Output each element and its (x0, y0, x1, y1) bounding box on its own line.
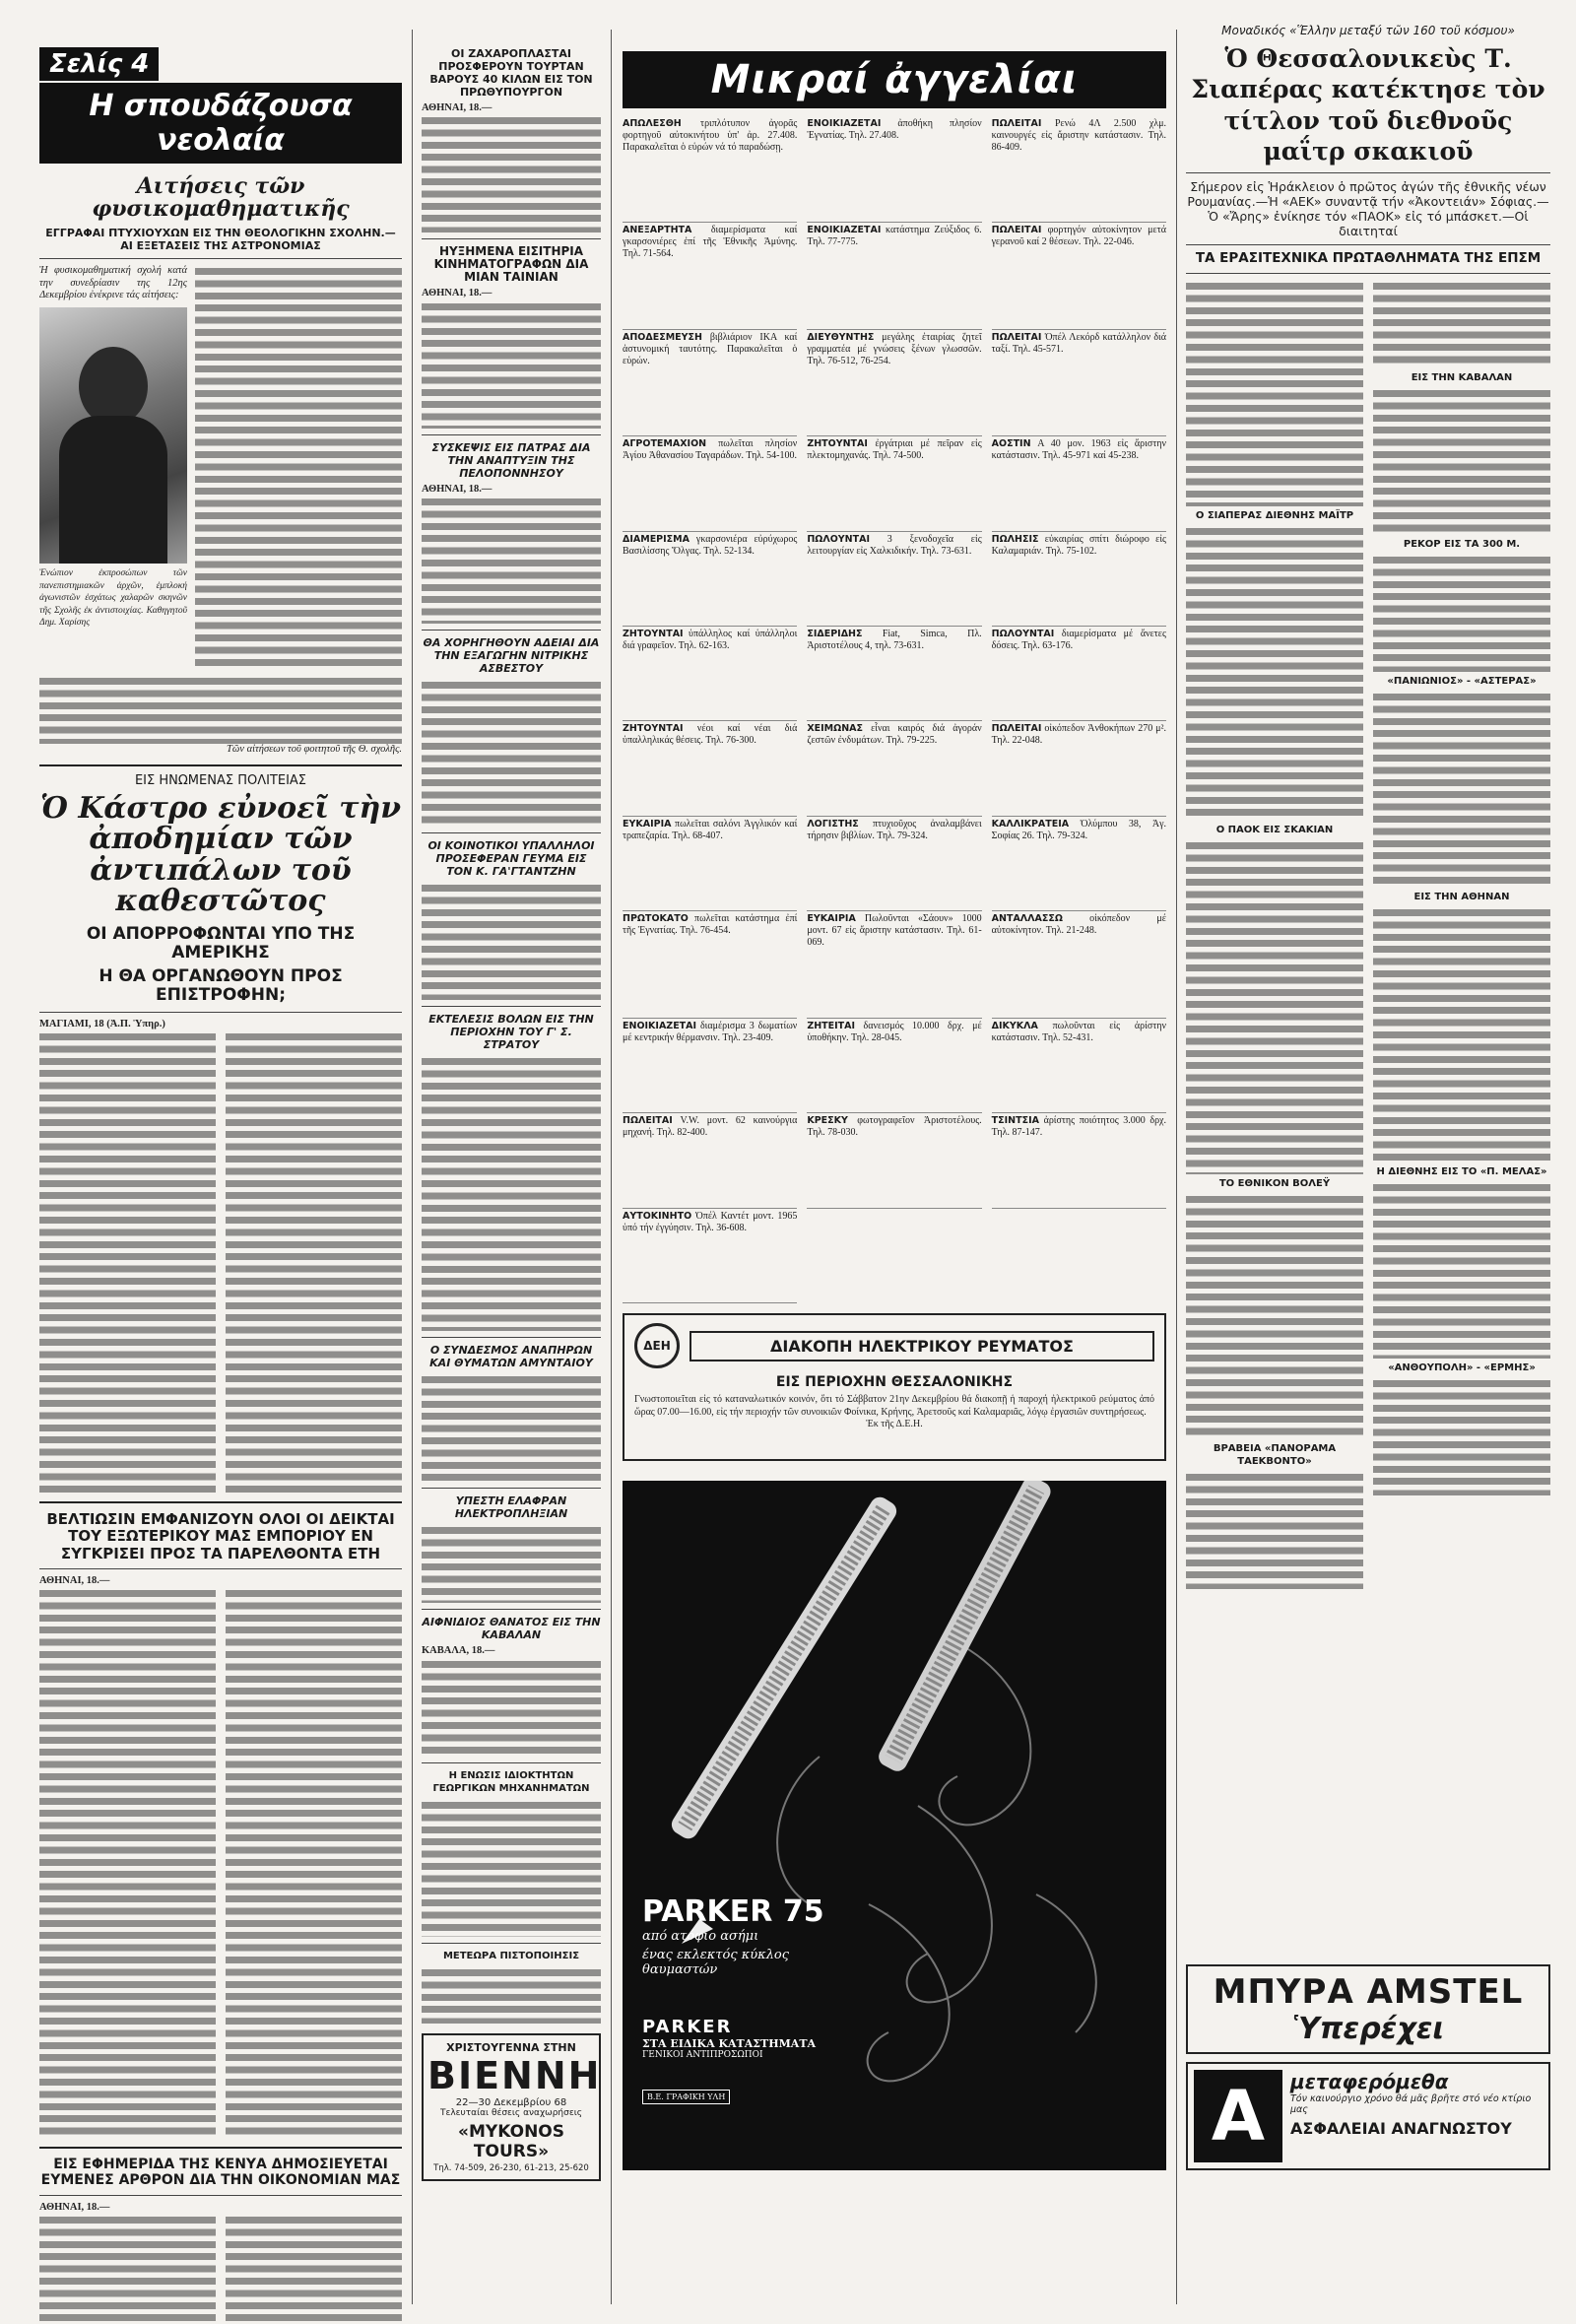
classified-ad (992, 116, 1166, 223)
classified-ad-text: ἀρίστης ποιότητος 3.000 δρχ. Τηλ. 87-147. (991, 1115, 1166, 1139)
classified-ad-text: δανεισμός 10.000 δρχ. μέ ὑποθήκην. Τηλ. 28-045. (807, 1020, 982, 1043)
column-5 (1186, 0, 1550, 2324)
classified-ad (992, 436, 1166, 531)
classified-ad (992, 330, 1166, 436)
brief-headline: Ο ΣΥΝΔΕΣΜΟΣ ΑΝΑΠΗΡΩΝ ΚΑΙ ΘΥΜΑΤΩΝ ΑΜΥΝΤΑΙΟΥ (429, 1344, 593, 1370)
classified-ad-title: ΠΩΛΕΙΤΑΙ (991, 118, 1042, 129)
classified-ad (623, 532, 797, 627)
classifieds-banner: Μικραί ἀγγελίαι (623, 51, 1166, 108)
classified-ad-text: γκαρσονιέρα εὐρύχωρος Βασιλίσσης Ὄλγας. Τηλ. 52-134. (623, 533, 798, 557)
ad-vienna-phones: Τηλ. 74-509, 26-230, 61-213, 25-620 (433, 2162, 589, 2173)
classified-ad (807, 1019, 981, 1113)
classified-ad (623, 1019, 797, 1113)
classified-ad-text: ἀποθήκη πλησίον Ἐγνατίας. Τηλ. 27.408. (807, 118, 982, 141)
classified-ad-text: τριπλότυπον ἀγορᾶς φορτηγοῦ αὐτοκινήτου ὑπ' ἀρ. 27.408. Παρακαλεῖται ὁ εὑρών νά τό παραδώσῃ. (623, 118, 798, 153)
classified-ad-text: πωλεῖται κατάστημα ἐπί τῆς Ἐγνατίας. Τηλ. 76-454. (623, 913, 798, 937)
article-subhead: Η ΘΑ ΟΡΓΑΝΩΘΟΥΝ ΠΡΟΣ ΕΠΙΣΤΡΟΦΗΝ; (98, 965, 343, 1006)
classified-ad (623, 330, 797, 436)
article-headline: Ὁ Κάστρο εὐνοεῖ τὴν ἀποδημίαν τῶν ἀντιπάλων τοῦ καθεστῶτος (39, 790, 402, 919)
classified-ad (807, 721, 981, 816)
sports-section-head: Η ΔΙΕΘΝΗΣ ΕΙΣ ΤΟ «Π. ΜΕΛΑΣ» (1376, 1165, 1547, 1177)
article-trade (39, 1511, 402, 2139)
notice-title: ΔΙΑΚΟΠΗ ΗΛΕΚΤΡΙΚΟΥ ΡΕΥΜΑΤΟΣ (690, 1331, 1154, 1361)
parker-shops: ΣΤΑ ΕΙΔΙΚΑ ΚΑΤΑΣΤΗΜΑΤΑ (642, 2037, 817, 2050)
classified-ad (992, 223, 1166, 329)
sports-kicker: Μοναδικός «Ἕλλην μεταξύ τῶν 160 τοῦ κόσμου» (1221, 24, 1515, 37)
dateline: ΑΘΗΝΑΙ, 18.— (39, 1574, 110, 1586)
ad-vienna-note: Τελευταίαι θέσεις αναχωρήσεις (439, 2107, 583, 2118)
ad-vienna-city: ΒΙΕΝΝΗ (427, 2053, 601, 2097)
portrait-photo (39, 307, 187, 564)
article-subhead: ΕΓΓΡΑΦΑΙ ΠΤΥΧΙΟΥΧΩΝ ΕΙΣ ΤΗΝ ΘΕΟΛΟΓΙΚΗΝ ΣΧΟΛΗΝ.— ΑΙ ΕΞΕΤΑΣΕΙΣ ΤΗΣ ΑΣΤΡΟΝΟΜΙΑΣ (45, 227, 396, 253)
ad-anagnostou (1186, 2062, 1550, 2170)
sports-section-head: ΒΡΑΒΕΙΑ «ΠΑΝΟΡΑΜΑ ΤΑΕΚΒΟΝΤΟ» (1213, 1442, 1337, 1467)
dateline: ΑΘΗΝΑΙ, 18.— (39, 2201, 110, 2213)
classified-ad-title: ΖΗΤΟΥΝΤΑΙ (623, 723, 684, 735)
classified-ad-text: Ὀπέλ Καντέτ μοντ. 1965 ὑπό τήν ἐγγύησιν. Τηλ. 36-608. (623, 1210, 798, 1233)
classified-ad-text: εἶναι καιρός διά ἀγοράν ζεστῶν ἐνδυμάτων. Τηλ. 79-225. (807, 723, 982, 747)
article-lede: Ἡ φυσικομαθηματική σχολή κατά την συνεδρίασιν της 12ης Δεκεμβρίου ἐνέκρινε τάς αἰτήσεις: (39, 265, 187, 300)
article-castro (39, 774, 402, 1494)
sports-headline: Ὁ Θεσσαλονικεὺς Τ. Σιαπέρας κατέκτησε τὸν τίτλον τοῦ διεθνοῦς μαΐτρ σκακιοῦ (1191, 44, 1545, 166)
classified-ad (623, 223, 797, 329)
classified-ad-title: ΠΩΛΕΙΤΑΙ (991, 331, 1042, 343)
classified-ad (623, 436, 797, 531)
brief-nitrate (422, 636, 601, 827)
brief-headline: ΜΕΤΕΩΡΑ ΠΙΣΤΟΠΟΙΗΣΙΣ (442, 1950, 580, 1961)
ad-vienna-agency: «MYKONOS TOURS» (458, 2121, 564, 2161)
classified-ad-text: Ὀλύμπου 38, Ἀγ. Σοφίας 26. Τηλ. 79-324. (991, 818, 1166, 841)
classified-ad-title: ΑΟΣΤΙΝ (991, 438, 1031, 450)
classified-ad-title: ΑΝΕΞΑΡΤΗΤΑ (623, 225, 692, 236)
parker-footnote: Β.Ε. ΓΡΑΦΙΚΗ ΥΛΗ (642, 2090, 730, 2104)
classified-ad-title: ΠΩΛΕΙΤΑΙ (991, 723, 1042, 735)
classified-ad-title: ΠΩΛΟΥΝΤΑΙ (807, 533, 870, 545)
photo-caption: Ἐνώπιον ἐκπροσώπων τῶν πανεπιστημιακῶν ἀρχῶν, ἐμπλοκή ἀγωνιστῶν ἐσχάτως χαλαρῶν σκηνῶν τῆς Σχολῆς ἐκ ἀντιστοιχίας. Καθηγητοῦ Δημ. Χαρίσης (39, 568, 187, 629)
brief-cinema (422, 245, 601, 428)
page-masthead (39, 47, 402, 164)
classified-ad-text: V.W. μοντ. 62 καινούργια μηχανή. Τηλ. 82-400. (623, 1115, 798, 1139)
dateline: ΑΘΗΝΑΙ, 18.— (422, 483, 492, 495)
classified-ad (992, 817, 1166, 911)
classified-ad-title: ΖΗΤΟΥΝΤΑΙ (807, 438, 868, 450)
article-headline: ΕΙΣ ΕΦΗΜΕΡΙΔΑ ΤΗΣ ΚΕΝΥΑ ΔΗΜΟΣΙΕΥΕΤΑΙ ΕΥΜΕΝΕΣ ΑΡΘΡΟΝ ΔΙΑ ΤΗΝ ΟΙΚΟΝΟΜΙΑΝ ΜΑΣ (40, 2157, 401, 2189)
classified-ad-text: 3 ξενοδοχεῖα εἰς λειτουργίαν εἰς Χαλκιδικήν. Τηλ. 73-631. (807, 533, 982, 557)
parker-tagline-2: ένας εκλεκτός κύκλος θαυμαστών (642, 1948, 790, 1977)
classified-ad-title: ΧΕΙΜΩΝΑΣ (807, 723, 863, 735)
section-banner: Η σπουδάζουσα νεολαία (39, 83, 402, 164)
classified-ad (807, 911, 981, 1018)
ad-vienna-dates: 22—30 Δεκεμβρίου 68 (455, 2096, 567, 2108)
classified-ad-text: πωλοῦνται εἰς ἀρίστην κατάστασιν. Τηλ. 52-431. (991, 1020, 1166, 1043)
brief-meteora (422, 1950, 601, 2024)
sports-section-head: ΕΙΣ ΤΗΝ ΚΑΒΑΛΑΝ (1411, 371, 1513, 383)
notice-subtitle: ΕΙΣ ΠΕΡΙΟΧΗΝ ΘΕΣΣΑΛΟΝΙΚΗΣ (775, 1374, 1014, 1390)
brief-patras (422, 441, 601, 624)
dateline: ΑΘΗΝΑΙ, 18.— (422, 288, 492, 299)
classified-ad-title: ΑΓΡΟΤΕΜΑΧΙΟΝ (623, 438, 707, 450)
article-headline: Αιτήσεις τῶν φυσικομαθηματικῆς (92, 173, 350, 223)
parker-distributor: ΓΕΝΙΚΟΙ ΑΝΤΙΠΡΟΣΩΠΟΙ (642, 2050, 763, 2060)
sports-section-head: Ο ΠΑΟΚ ΕΙΣ ΣΚΑΚΙΑΝ (1215, 824, 1334, 835)
brief-headline: ΘΑ ΧΟΡΗΓΗΘΟΥΝ ΑΔΕΙΑΙ ΔΙΑ ΤΗΝ ΕΞΑΓΩΓΗΝ ΝΙΤΡΙΚΗΣ ΑΣΒΕΣΤΟΥ (423, 636, 600, 676)
brief-death (422, 1616, 601, 1756)
brief-headline: Η ΕΝΩΣΙΣ ΙΔΙΟΚΤΗΤΩΝ ΓΕΩΡΓΙΚΩΝ ΜΗΧΑΝΗΜΑΤΩΝ (432, 1769, 590, 1794)
article-subhead: ΟΙ ΑΠΟΡΡΟΦΩΝΤΑΙ ΥΠΟ ΤΗΣ ΑΜΕΡΙΚΗΣ (86, 923, 356, 963)
sports-section-head: ΤΟ ΕΘΝΙΚΟΝ ΒΟΛΕΫ (1218, 1177, 1331, 1189)
ad-vienna-line1: ΧΡΙΣΤΟΥΓΕΝΝΑ ΣΤΗΝ (446, 2040, 576, 2054)
classified-ad-text: Ὀπέλ Λεκόρδ κατάλληλον διά ταξί. Τηλ. 45-571. (991, 331, 1166, 355)
brief-machinery (422, 1769, 601, 1937)
sports-section-head: Ο ΣΙΑΠΕΡΑΣ ΔΙΕΘΝΗΣ ΜΑΪΤΡ (1195, 509, 1354, 521)
classified-ad (623, 721, 797, 816)
classified-ad-title: ΔΙΕΥΘΥΝΤΗΣ (807, 331, 875, 343)
classified-ad-text: νέοι καί νέαι διά ὑπαλληλικάς θέσεις. Τηλ. 76-300. (623, 723, 798, 747)
classified-ad-text: Ρενώ 4Λ 2.500 χλμ. καινουργές εἰς ἄριστην κατάστασιν. Τηλ. 86-409. (991, 118, 1166, 153)
classified-ad-title: ΠΩΛΕΙΤΑΙ (623, 1115, 673, 1127)
ad-vienna (422, 2033, 601, 2181)
classified-ad (807, 330, 981, 436)
classified-ad-title: ΛΟΓΙΣΤΗΣ (807, 818, 859, 830)
article-physmath (39, 175, 402, 757)
classified-ad-title: ΑΠΟΔΕΣΜΕΥΣΗ (623, 331, 702, 343)
sports-section-head: «ΑΝΘΟΥΠΟΛΗ» - «ΕΡΜΗΣ» (1388, 1361, 1536, 1373)
classified-ad-title: ΕΝΟΙΚΙΑΖΕΤΑΙ (807, 118, 882, 129)
dateline: ΑΘΗΝΑΙ, 18.— (422, 102, 492, 113)
classified-ad-title: ΠΡΩΤΟΚΑΤΟ (623, 913, 689, 925)
classified-ad (992, 1113, 1166, 1208)
brief-firing (422, 1013, 601, 1331)
classified-ad-title: ΔΙΚΥΚΛΑ (991, 1020, 1038, 1031)
classified-ad-title: ΚΑΛΛΙΚΡΑΤΕΙΑ (991, 818, 1070, 830)
brief-cake (422, 47, 601, 232)
brief-disabled (422, 1344, 601, 1482)
classified-ad-title: ΠΩΛΟΥΝΤΑΙ (991, 629, 1055, 640)
classified-ad-title: ΠΩΛΕΙΤΑΙ (991, 225, 1042, 236)
parker-tagline-1: από ατόφιο ασήμι (642, 1929, 759, 1944)
classified-ad-text: κατάστημα Ζεύξιδος 6. Τηλ. 77-775. (807, 225, 982, 248)
classified-ad (623, 1113, 797, 1208)
classified-ad-text: διαμερίσματα καί γκαρσονιέρες ἐπί τῆς Ἐθνικῆς Ἀμύνης. Τηλ. 71-564. (623, 225, 798, 260)
classified-ad (992, 1019, 1166, 1113)
classified-ad (807, 532, 981, 627)
ad-anagnostou-line3: ΑΣΦΑΛΕΙΑΙ ΑΝΑΓΝΩΣΤΟΥ (1290, 2118, 1512, 2138)
parker-logo: PARKER (642, 2017, 733, 2037)
parker-brand: PARKER 75 (642, 1894, 824, 1929)
classified-ad-text: φορτηγόν αὐτοκίνητον μετά γερανοῦ καί 2 θέσεων. Τηλ. 22-046. (991, 225, 1166, 248)
classified-ad-title: ΑΠΩΛΕΣΘΗ (623, 118, 682, 129)
dei-logo-icon: ΔΕΗ (634, 1323, 680, 1368)
anagnostou-logo-icon: A (1194, 2070, 1282, 2162)
classified-ad-text: εὐκαιρίας σπίτι διώροφο εἰς Καλαμαριάν. Τηλ. 75-102. (991, 533, 1166, 557)
classified-ad-title: ΖΗΤΕΙΤΑΙ (807, 1020, 856, 1031)
notice-power-cut (623, 1313, 1166, 1461)
classified-ad-text: οἰκόπεδον Ἀνθοκήπων 270 μ². Τηλ. 22-048. (991, 723, 1166, 747)
ad-anagnostou-line2: Τόν καινούργιο χρόνο θά μᾶς βρῆτε στό νέο κτίριο μας (1290, 2092, 1532, 2115)
brief-headline: ΟΙ ΖΑΧΑΡΟΠΛΑΣΤΑΙ ΠΡΟΣΦΕΡΟΥΝ ΤΟΥΡΤΑΝ ΒΑΡΟΥΣ 40 ΚΙΛΩΝ ΕΙΣ ΤΟΝ ΠΡΩΘΥΠΟΥΡΓΟΝ (429, 47, 593, 99)
sports-section-head: «ΠΑΝΙΩΝΙΟΣ» - «ΑΣΤΕΡΑΣ» (1387, 675, 1537, 687)
classified-ad (992, 911, 1166, 1018)
classified-ad (807, 817, 981, 911)
brief-electric (422, 1494, 601, 1603)
article-kenya (39, 2157, 402, 2324)
notice-footer: Ἐκ τῆς Δ.Ε.Η. (866, 1418, 923, 1429)
sports-subhead: ΤΑ ΕΡΑΣΙΤΕΧΝΙΚΑ ΠΡΩΤΑΘΛΗΜΑΤΑ ΤΗΣ ΕΠΣΜ (1195, 250, 1542, 266)
ad-amstel-line2: Ὑπερέχει (1291, 2011, 1445, 2046)
brief-headline: ΣΥΣΚΕΨΙΣ ΕΙΣ ΠΑΤΡΑΣ ΔΙΑ ΤΗΝ ΑΝΑΠΤΥΞΙΝ ΤΗΣ ΠΕΛΟΠΟΝΝΗΣΟΥ (431, 440, 591, 480)
classified-ad (623, 627, 797, 721)
classified-ad (807, 627, 981, 721)
classified-ad-text: Πωλοῦνται «Σάουν» 1000 μοντ. 67 εἰς ἄριστην κατάστασιν. Τηλ. 61-069. (807, 913, 982, 949)
brief-headline: ΕΚΤΕΛΕΣΙΣ ΒΟΛΩΝ ΕΙΣ ΤΗΝ ΠΕΡΙΟΧΗΝ ΤΟΥ Γ' Σ. ΣΤΡΑΤΟΥ (428, 1013, 594, 1052)
notice-body: Γνωστοποιεῖται εἰς τό καταναλωτικόν κοινόν, ὅτι τό Σάββατον 21ην Δεκεμβρίου θά διακοπῇ ἡ παροχή ἠλεκτρικοῦ ρεύματος ἀπό ὥρας 07.00—16.00, εἰς τήν περιοχήν τῶν συνοικιῶν Φοίνικα, Κρήνης, Ἀρετσοῦς καί Καλαμαριᾶς, λόγῳ ἐργασιῶν συντηρήσεως. (634, 1394, 1154, 1418)
classified-ad-text: πτυχιοῦχος ἀναλαμβάνει τήρησιν βιβλίων. Τηλ. 79-324. (807, 818, 982, 841)
classified-ad-title: ΤΣΙΝΤΣΙΑ (991, 1115, 1039, 1127)
classified-ad-text: πωλεῖται πλησίον Ἀγίου Ἀθανασίου Ταγαράδων. Τηλ. 54-100. (623, 438, 798, 462)
classified-ad-text: διαμερίσματα μέ ἄνετες δόσεις. Τηλ. 63-176. (991, 629, 1166, 652)
classified-ad-title: ΕΝΟΙΚΙΑΖΕΤΑΙ (807, 225, 882, 236)
sports-section-head: ΡΕΚΟΡ ΕΙΣ ΤΑ 300 Μ. (1403, 538, 1521, 550)
classified-ad-title: ΑΥΤΟΚΙΝΗΤΟ (623, 1210, 692, 1222)
classified-ad (623, 116, 797, 223)
classified-ad-title: ΕΥΚΑΙΡΙΑ (623, 818, 672, 830)
classified-ad-text: φωτογραφεῖον Ἀριστοτέλους. Τηλ. 78-030. (807, 1115, 982, 1139)
classified-ad-title: ΚΡΕΣΚΥ (807, 1115, 848, 1127)
classified-ad (992, 627, 1166, 721)
classifieds-grid (623, 116, 1166, 1303)
classified-ad-title: ΑΝΤΑΛΛΑΣΣΩ (991, 913, 1063, 925)
classified-ad-text: βιβλιάριον ΙΚΑ καί ἀστυνομική ταυτότης. Παρακαλεῖται ὁ εὑρών. (623, 331, 798, 366)
column-1 (39, 0, 402, 2324)
classified-ad-text: μεγάλης ἐταιρίας ζητεῖ γραμματέα μέ γνώσεις ξένων γλωσσῶν. Τηλ. 76-512, 76-254. (807, 331, 982, 366)
classified-ad-title: ΕΝΟΙΚΙΑΖΕΤΑΙ (623, 1020, 697, 1031)
classified-ad-title: ΣΙΔΕΡΙΔΗΣ (807, 629, 863, 640)
classified-ad-text: ἐργάτριαι μέ πεῖραν εἰς πλεκτομηχανάς. Τηλ. 74-500. (807, 438, 982, 462)
classified-ad-title: ΖΗΤΟΥΝΤΑΙ (623, 629, 684, 640)
classified-ad (623, 817, 797, 911)
classified-ad-title: ΠΩΛΗΣΙΣ (991, 533, 1039, 545)
classified-ad-text: ὑπάλληλος καί ὑπάλληλοι διά γραφεῖον. Τηλ. 62-163. (623, 629, 798, 652)
brief-headline: ΟΙ ΚΟΙΝΟΤΙΚΟΙ ΥΠΑΛΛΗΛΟΙ ΠΡΟΣΕΦΕΡΑΝ ΓΕΥΜΑ ΕΙΣ ΤΟΝ Κ. ΓΑ'ΓΤΑΝΤΖΗΝ (427, 839, 595, 879)
classified-ad (992, 532, 1166, 627)
article-signature: Τῶν αἰτήσεων τοῦ φοιτητοῦ τῆς Θ. σχολῆς. (227, 744, 402, 756)
sports-section-head: ΕΙΣ ΤΗΝ ΑΘΗΝΑΝ (1413, 891, 1510, 902)
article-headline: ΒΕΛΤΙΩΣΙΝ ΕΜΦΑΝΙΖΟΥΝ ΟΛΟΙ ΟΙ ΔΕΙΚΤΑΙ ΤΟΥ ΕΞΩΤΕΡΙΚΟΥ ΜΑΣ ΕΜΠΟΡΙΟΥ ΕΝ ΣΥΓΚΡΙΣΕΙ ΠΡΟΣ ΤΑ ΠΑΡΕΛΘΟΝΤΑ ΕΤΗ (46, 1510, 395, 1562)
column-2 (422, 0, 601, 2324)
classified-ad (807, 116, 981, 223)
classified-ad-title: ΕΥΚΑΙΡΙΑ (807, 913, 856, 925)
classified-ad (623, 1209, 797, 1303)
classified-ad-text: Fiat, Simca, Πλ. Ἀριστοτέλους 4, τηλ. 73-631. (807, 629, 982, 652)
classified-ad (992, 721, 1166, 816)
brief-headline: ΗΥΞΗΜΕΝΑ ΕΙΣΙΤΗΡΙΑ ΚΙΝΗΜΑΤΟΓΡΑΦΩΝ ΔΙΑ ΜΙΑΝ ΤΑΙΝΙΑΝ (433, 244, 589, 285)
brief-headline: ΑΙΦΝΙΔΙΟΣ ΘΑΝΑΤΟΣ ΕΙΣ ΤΗΝ ΚΑΒΑΛΑΝ (422, 1616, 601, 1642)
ad-anagnostou-line1: μεταφερόμεθα (1290, 2069, 1449, 2093)
ad-amstel-line1: ΜΠΥΡΑ AMSTEL (1213, 1971, 1524, 2012)
classifieds-section (623, 0, 1166, 2324)
classified-ad-text: διαμέρισμα 3 δωματίων μέ κεντρικήν θέρμανσιν. Τηλ. 23-409. (623, 1020, 798, 1043)
dateline: ΚΑΒΑΛΑ, 18.— (422, 1645, 495, 1657)
brief-headline: ΥΠΕΣΤΗ ΕΛΑΦΡΑΝ ΗΛΕΚΤΡΟΠΛΗΞΙΑΝ (454, 1494, 568, 1521)
classified-ad (623, 911, 797, 1018)
sports-lede: Σήμερον εἰς Ἡράκλειον ὁ πρῶτος ἀγών τῆς ἐθνικῆς νέων Ρουμανίας.—Ἡ «ΑΕΚ» συναντᾷ τήν «Ἀκοντειάν» Σόφιας.—Ὁ «Ἄρης» ἐνίκησε τόν «ΠΑΟΚ» εἰς τό μπάσκετ.—Οἱ διαιτηταί (1187, 179, 1549, 238)
classified-ad (807, 223, 981, 329)
brief-officials (422, 839, 601, 1000)
classified-ad-text: πωλεῖται σαλόνι Ἀγγλικόν καί τραπεζαρία. Τηλ. 68-407. (623, 818, 798, 841)
classified-ad-title: ΔΙΑΜΕΡΙΣΜΑ (623, 533, 690, 545)
kicker: ΕΙΣ ΗΝΩΜΕΝΑΣ ΠΟΛΙΤΕΙΑΣ (134, 772, 307, 788)
classified-ad-text: οἰκόπεδον μέ αὐτοκίνητον. Τηλ. 21-248. (991, 913, 1166, 937)
classified-ad-text: A 40 μον. 1963 εἰς ἄριστην κατάστασιν. Τηλ. 45-971 καί 45-238. (991, 438, 1166, 462)
ad-amstel (1186, 1964, 1550, 2054)
page-tag: Σελίς 4 (39, 47, 159, 81)
ad-parker (623, 1481, 1166, 2170)
classified-ad (807, 436, 981, 531)
classified-ad (807, 1113, 981, 1208)
dateline: ΜΑΓΙΑΜΙ, 18 (Ἀ.Π. Ὑπηρ.) (39, 1018, 165, 1029)
